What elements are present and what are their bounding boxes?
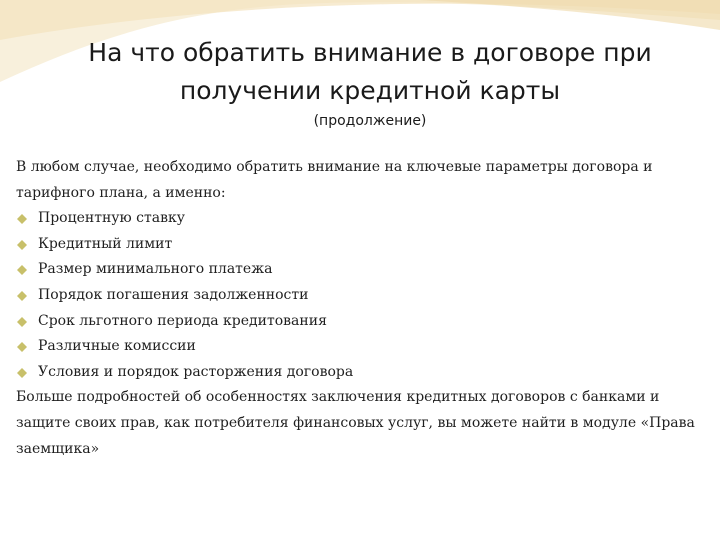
list-item (16, 360, 716, 386)
outro-paragraph: Больше подробностей об особенностях заключения кредитных договоров с банками и защите своих прав, как потребителя финансовых услуг, вы можете найти в модуле «Права заемщика» (16, 389, 695, 457)
list-item-label: Различные комиссии (38, 338, 196, 355)
intro-paragraph: В любом случае, необходимо обратить внимание на ключевые параметры договора и тарифного плана, а именно: (16, 159, 653, 201)
slide-subtitle: (продолжение) (313, 113, 427, 129)
list-item-label: Кредитный лимит (38, 235, 173, 252)
diamond-bullet-icon (17, 240, 27, 250)
list-item-label: Условия и порядок расторжения договора (38, 363, 354, 380)
slide-title-line-2: получении кредитной карты (179, 76, 561, 105)
list-item-label: Процентную ставку (38, 210, 185, 227)
diamond-bullet-icon (17, 317, 27, 327)
diamond-bullet-icon (17, 265, 27, 275)
slide-title-line-1: На что обратить внимание в договоре при (88, 38, 652, 67)
list-item (16, 283, 716, 309)
slide-body (16, 155, 716, 462)
diamond-bullet-icon (17, 214, 27, 224)
list-item (16, 206, 716, 232)
list-item (16, 232, 716, 258)
parameters-list (16, 206, 716, 385)
diamond-bullet-icon (17, 291, 27, 301)
list-item (16, 334, 716, 360)
list-item-label: Срок льготного периода кредитования (38, 312, 327, 329)
list-item-label: Размер минимального платежа (38, 261, 273, 278)
diamond-bullet-icon (17, 342, 27, 352)
list-item-label: Порядок погашения задолженности (38, 286, 309, 303)
diamond-bullet-icon (17, 368, 27, 378)
list-item (16, 257, 716, 283)
list-item (16, 309, 716, 335)
slide-title (60, 34, 680, 110)
